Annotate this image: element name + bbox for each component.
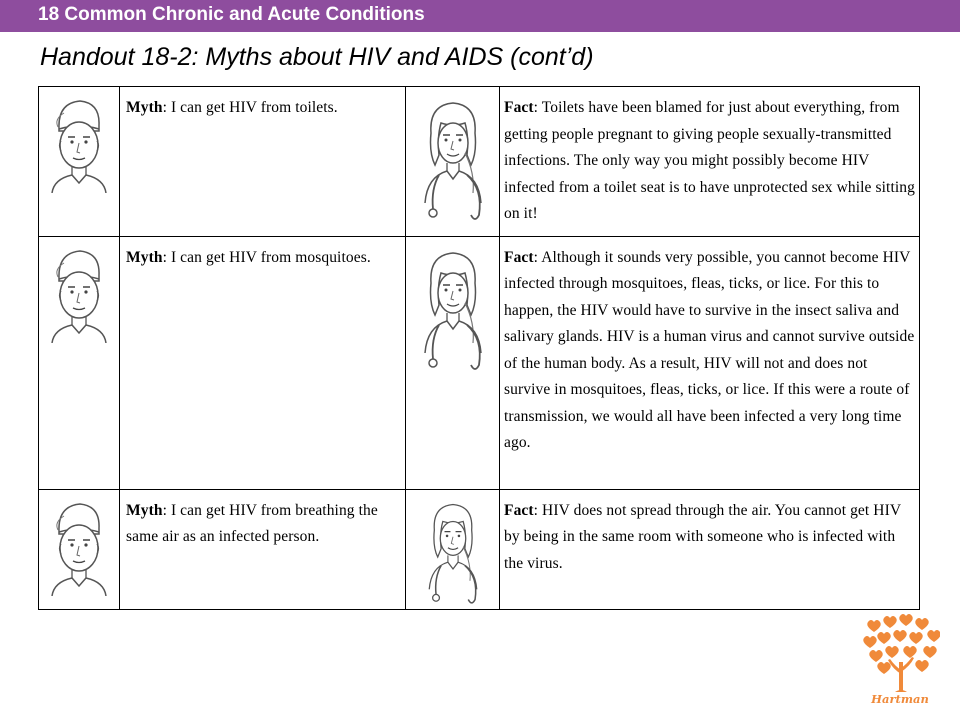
handout-title: Handout 18-2: Myths about HIV and AIDS (cont’d)	[40, 43, 594, 71]
myth-label: Myth	[126, 248, 163, 266]
myth-statement	[126, 498, 399, 551]
fact-label: Fact	[504, 99, 534, 116]
header-bar	[0, 0, 960, 32]
myth-statement	[126, 95, 399, 122]
doctor-portrait-icon	[415, 496, 491, 608]
myth-cell	[120, 87, 406, 237]
fact-statement	[504, 245, 915, 457]
table-row	[39, 87, 920, 237]
logo-wordmark: Hartman	[871, 692, 929, 706]
myths-facts-table	[38, 86, 920, 610]
fact-cell	[500, 489, 920, 609]
young-man-portrait-icon	[44, 496, 114, 596]
fact-icon-cell	[406, 236, 500, 489]
fact-statement	[504, 95, 915, 228]
myth-icon-cell	[39, 87, 120, 237]
chapter-title: 18 Common Chronic and Acute Conditions	[38, 4, 425, 25]
myth-label: Myth	[126, 99, 163, 116]
fact-text: : Although it sounds very possible, you cannot become HIV infected through mosquitoes, fleas, ticks, or lice. For this to happen, the HIV would have to survive in the insect saliva and salivary glands. HIV is a human virus and cannot survive outside of the human body. As a result, HIV will not and does not survive in mosquitoes, fleas, ticks, or lice. If this were a route of transmission, we would all have been infected a very long time ago.	[504, 248, 915, 451]
myth-icon-cell	[39, 489, 120, 609]
myth-statement	[126, 245, 399, 272]
fact-text: : Toilets have been blamed for just about everything, from getting people pregnant to giving people sexually-transmitted infections. The only way you might possibly become HIV infected from a toilet seat is to have unprotected sex while sitting on it!	[504, 99, 915, 222]
young-man-portrait-icon	[44, 93, 114, 193]
fact-label: Fact	[504, 501, 534, 519]
myth-cell	[120, 489, 406, 609]
fact-text: : HIV does not spread through the air. You cannot get HIV by being in the same room with someone who is infected with the virus.	[504, 501, 901, 572]
myth-label: Myth	[126, 501, 163, 519]
fact-icon-cell	[406, 489, 500, 609]
myth-text: : I can get HIV from mosquitoes.	[162, 248, 371, 266]
myth-text: : I can get HIV from toilets.	[162, 99, 338, 116]
myth-text: : I can get HIV from breathing the same air as an infected person.	[126, 501, 378, 545]
table-row	[39, 236, 920, 489]
table-row	[39, 489, 920, 609]
young-man-portrait-icon	[44, 243, 114, 343]
myth-icon-cell	[39, 236, 120, 489]
doctor-portrait-icon	[415, 93, 491, 225]
fact-icon-cell	[406, 87, 500, 237]
fact-cell	[500, 236, 920, 489]
fact-label: Fact	[504, 248, 534, 266]
doctor-portrait-icon	[415, 243, 491, 375]
fact-statement	[504, 498, 915, 578]
fact-cell	[500, 87, 920, 237]
myth-cell	[120, 236, 406, 489]
